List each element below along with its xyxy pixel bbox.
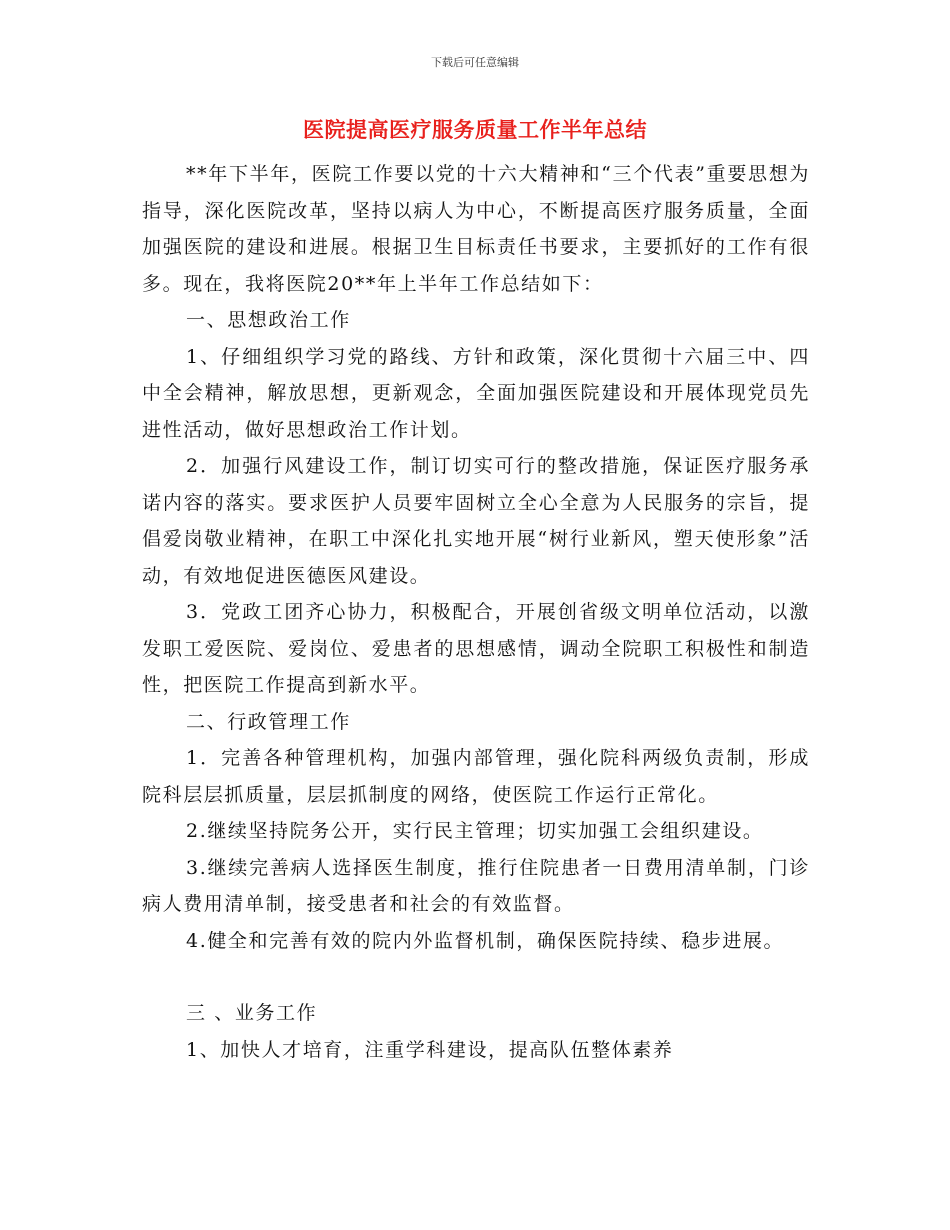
- document-body: [142, 156, 810, 1068]
- document-title: 医院提高医疗服务质量工作半年总结: [303, 118, 647, 142]
- section-heading-1: 一、思想政治工作: [186, 309, 351, 331]
- section-1-item-3: 3．党政工团齐心协力，积极配合，开展创省级文明单位活动，以激发职工爱医院、爱岗位、爱患者的思想感情，调动全院职工积极性和制造性，把医院工作提高到新水平。: [142, 601, 810, 696]
- section-spacer: [142, 959, 810, 995]
- section-1-item-1: 1、仔细组织学习党的路线、方针和政策，深化贯彻十六届三中、四中全会精神，解放思想，更新观念，全面加强医院建设和开展体现党员先进性活动，做好思想政治工作计划。: [142, 345, 810, 441]
- section-1-item-2: 2．加强行风建设工作，制订切实可行的整改措施，保证医疗服务承诺内容的落实。要求医护人员要牢固树立全心全意为人民服务的宗旨，提倡爱岗敬业精神，在职工中深化扎实地开展“树行业新风，塑天使形象”活动，有效地促进医德医风建设。: [142, 455, 810, 587]
- section-3-item-1: 1、加快人才培育，注重学科建设，提高队伍整体素养: [186, 1038, 674, 1061]
- section-2-item-3: 3.继续完善病人选择医生制度，推行住院患者一日费用清单制，门诊病人费用清单制，接受患者和社会的有效监督。: [142, 856, 810, 915]
- section-heading-2: 二、行政管理工作: [186, 710, 351, 733]
- section-2-item-4: 4.健全和完善有效的院内外监督机制，确保医院持续、稳步进展。: [186, 929, 785, 952]
- section-2-item-2: 2.继续坚持院务公开，实行民主管理；切实加强工会组织建设。: [186, 820, 764, 842]
- section-2-item-1: 1．完善各种管理机构，加强内部管理，强化院科两级负责制，形成院科层层抓质量，层层抓制度的网络，使医院工作运行正常化。: [142, 747, 810, 806]
- header-note: 下载后可任意编辑: [431, 56, 519, 69]
- section-heading-3: 三 、业务工作: [186, 1002, 318, 1024]
- intro-paragraph: **年下半年，医院工作要以党的十六大精神和“三个代表”重要思想为指导，深化医院改革，坚持以病人为中心，不断提高医疗服务质量，全面加强医院的建设和进展。根据卫生目标责任书要求，主要抓好的工作有很多。现在，我将医院20**年上半年工作总结如下：: [142, 163, 810, 295]
